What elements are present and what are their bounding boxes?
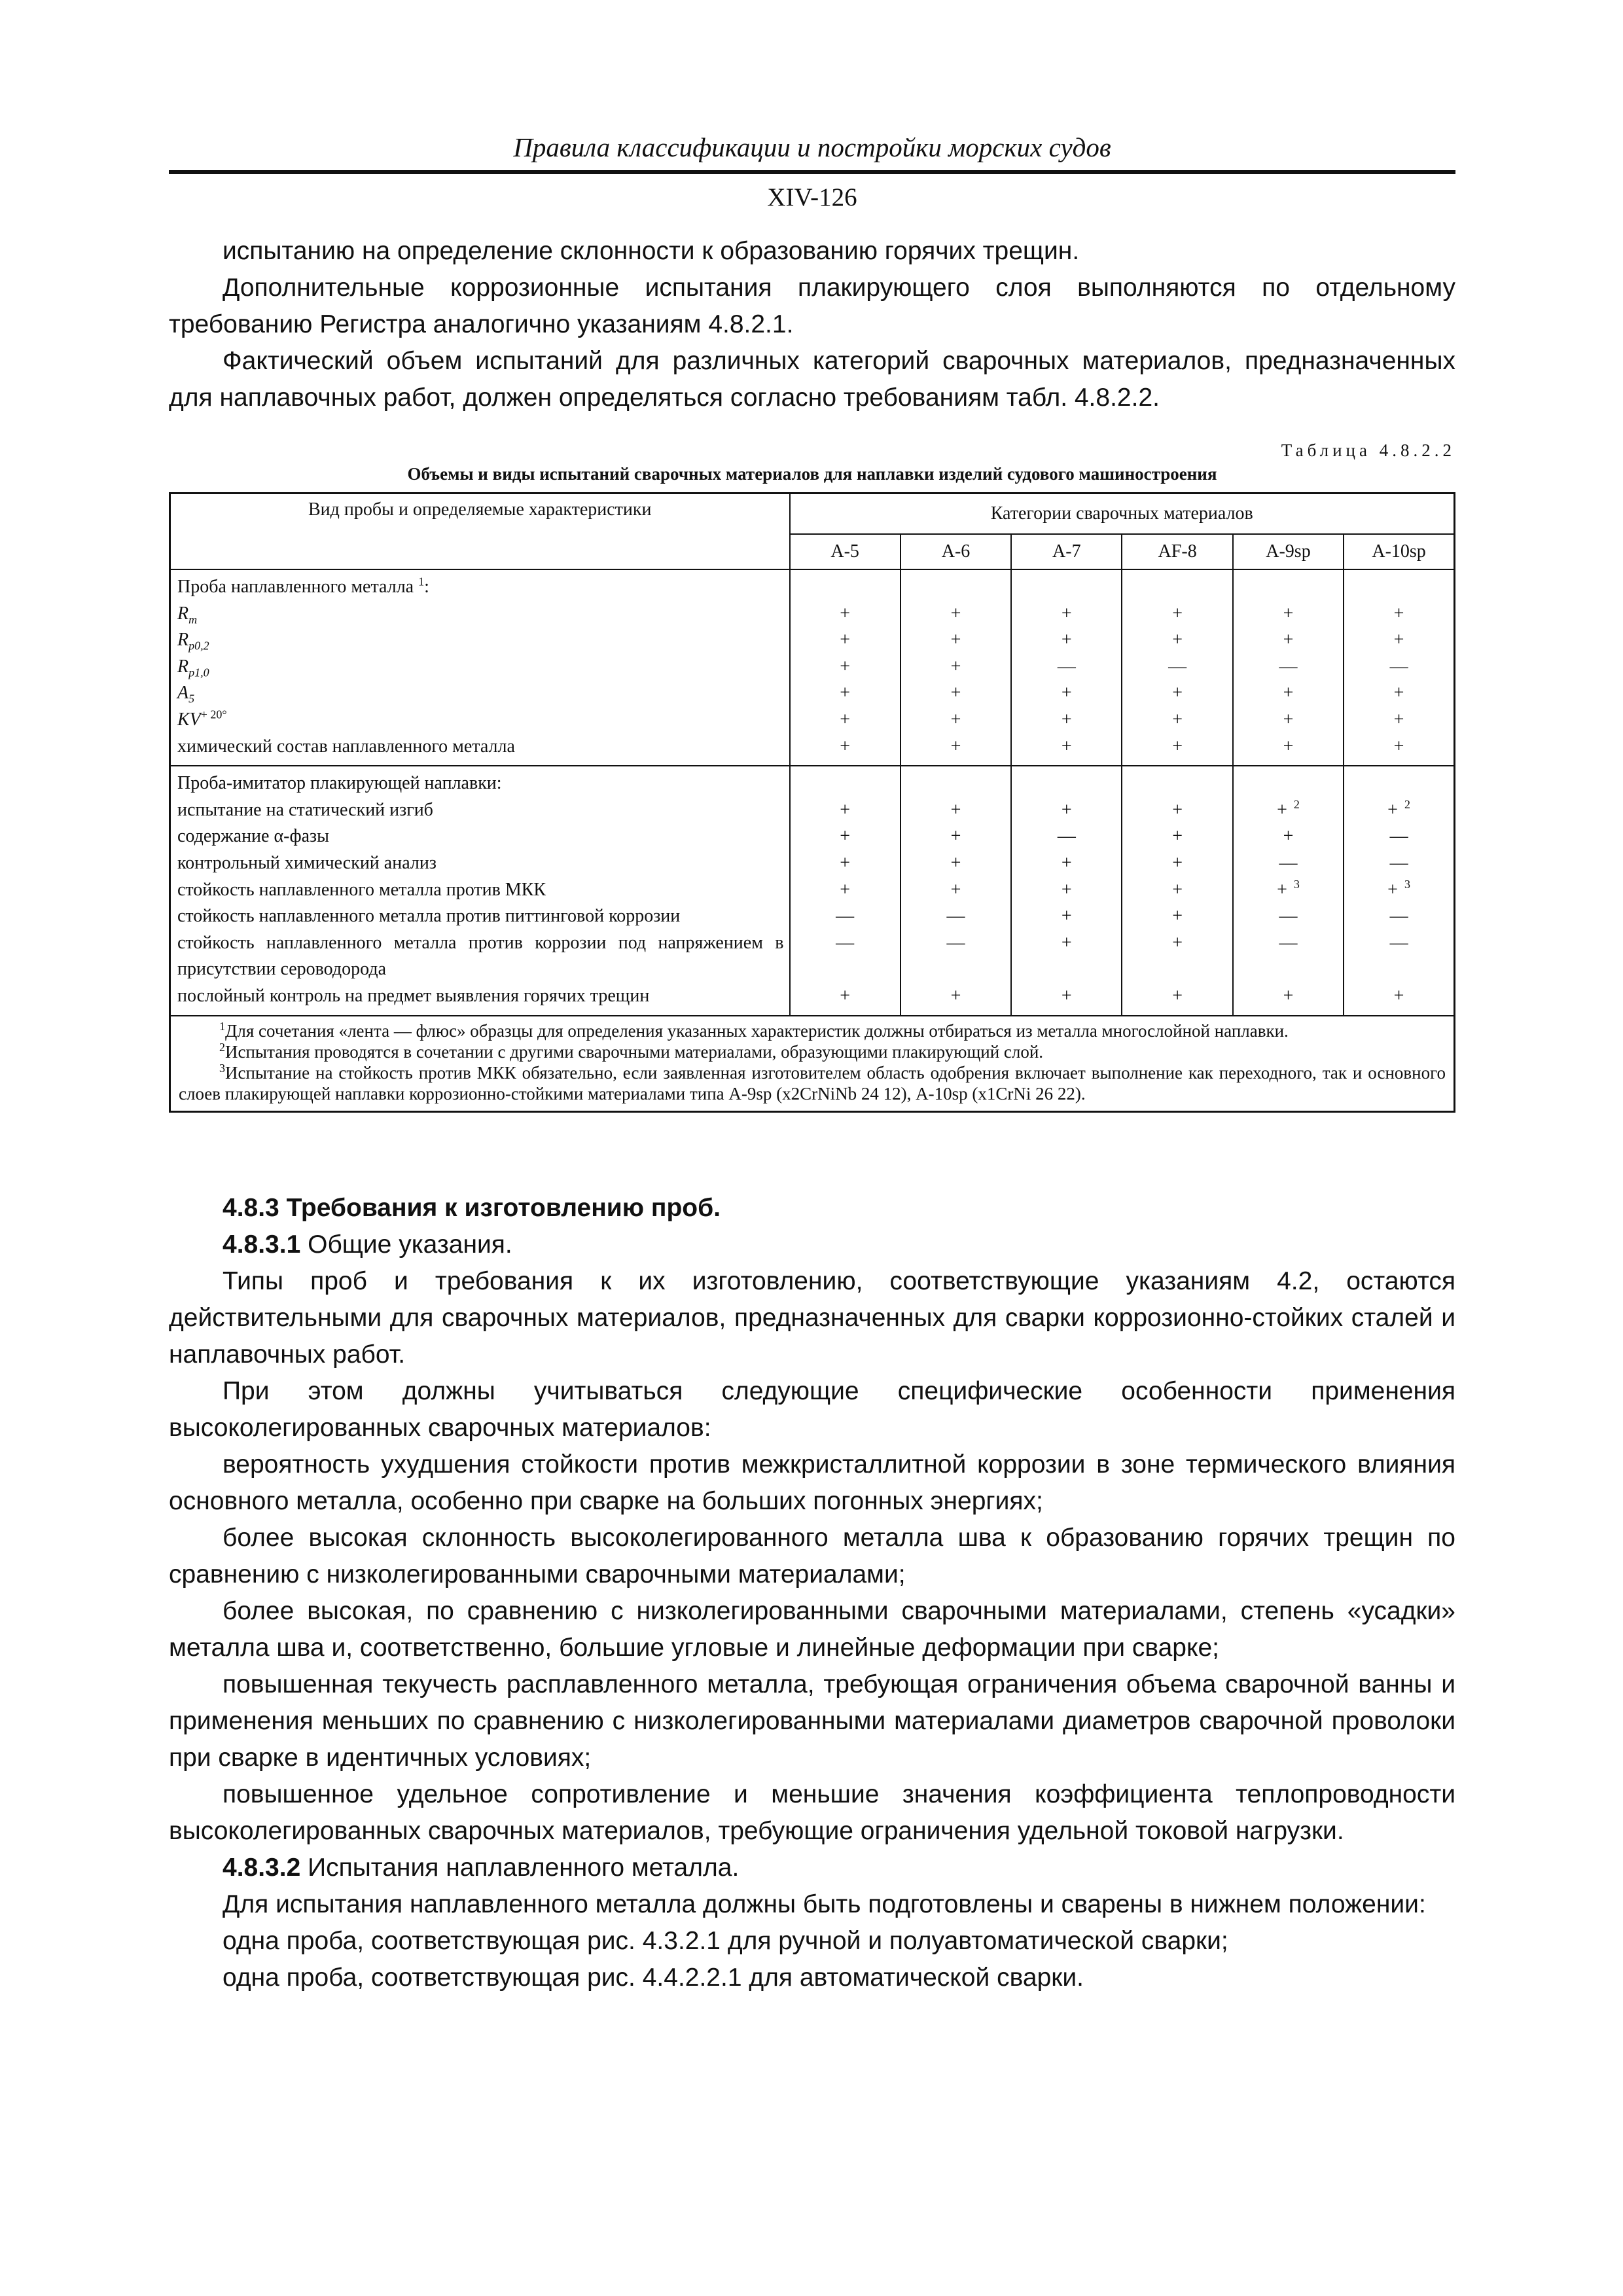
value-cell: +	[1283, 985, 1294, 1006]
subsection-heading: 4.8.3.2 Испытания наплавленного металла.	[223, 1853, 740, 1882]
value-cell: +	[1061, 852, 1072, 873]
value-cell: —	[836, 906, 855, 927]
values-col	[1344, 766, 1454, 1015]
value-cell: +	[1283, 630, 1294, 651]
value-cell: + $^3$	[1387, 878, 1410, 900]
value-cell: +	[1283, 603, 1294, 624]
value-cell: + $^2$	[1387, 798, 1410, 820]
values-col	[901, 569, 1011, 766]
value-cell: +	[1393, 683, 1404, 704]
value-cell: +	[950, 630, 961, 651]
running-header-title: Правила классификации и постройки морских судов	[513, 132, 1111, 162]
footnote: $^1$Для сочетания «лента — флюс» образцы для определения указанных характеристик должны отбираться из металла многослойной наплавки.	[219, 1019, 1289, 1041]
intro-block	[169, 233, 1455, 416]
category-header: А-9sp	[1233, 534, 1344, 569]
value-cell: +	[1061, 799, 1072, 820]
value-cell: +	[1393, 603, 1404, 624]
value-cell: +	[1061, 985, 1072, 1006]
value-cell: +	[1172, 736, 1183, 757]
value-cell: +	[950, 799, 961, 820]
value-cell: —	[946, 906, 965, 927]
value-cell: +	[1393, 985, 1404, 1006]
value-cell: +	[1172, 799, 1183, 820]
value-cell: —	[1279, 906, 1298, 927]
table-group-cladding	[170, 766, 1455, 1015]
values-col	[1122, 569, 1232, 766]
value-cell: +	[1393, 709, 1404, 730]
group-heading: Проба-имитатор плакирующей наплавки:	[177, 773, 502, 794]
category-header: AF-8	[1122, 534, 1232, 569]
value-cell: +	[1172, 852, 1183, 873]
header-characteristics: Вид пробы и определяемые характеристики	[170, 493, 790, 570]
value-cell: +	[1172, 826, 1183, 847]
list-item: повышенная текучесть расплавленного металла, требующая ограничения объема сварочной ванны и применения меньших по сравнению с низколегированными материалами диаметров сварочной проволоки при сварке в идентичных условиях;	[169, 1670, 1455, 1772]
row-label: стойкость наплавленного металла против питтинговой коррозии	[177, 906, 681, 927]
value-cell: +	[950, 879, 961, 900]
value-cell: +	[1172, 709, 1183, 730]
value-cell: +	[1172, 630, 1183, 651]
header-categories: Категории сварочных материалов	[790, 493, 1455, 535]
value-cell: +	[840, 709, 851, 730]
footnotes-cell	[170, 1016, 1455, 1112]
group-heading: Проба наплавленного металла $^1$:	[177, 575, 429, 597]
value-cell: +	[1283, 683, 1294, 704]
value-cell: +	[1283, 826, 1294, 847]
row-label: послойный контроль на предмет выявления горячих трещин	[177, 985, 650, 1006]
value-cell: +	[1172, 603, 1183, 624]
value-cell: +	[1061, 603, 1072, 624]
value-cell: +	[1393, 736, 1404, 757]
intro-paragraph: Фактический объем испытаний для различных категорий сварочных материалов, предназначенных для наплавочных работ, должен определяться согласно требованиям табл. 4.8.2.2.	[169, 347, 1455, 412]
table-group-deposited-metal	[170, 569, 1455, 766]
list-item: повышенное удельное сопротивление и меньшие значения коэффициента теплопроводности высоколегированных сварочных материалов, требующие ограничения удельной токовой нагрузки.	[169, 1780, 1455, 1845]
row-label: $R_{p1,0}$	[177, 656, 209, 679]
list-item: более высокая, по сравнению с низколегированными сварочными материалами, степень «усадки» металла шва и, соответственно, большие угловые и линейные деформации при сварке;	[169, 1596, 1455, 1662]
table-title: Объемы и виды испытаний сварочных материалов для наплавки изделий судового машиностроения	[407, 464, 1217, 484]
value-cell: +	[950, 656, 961, 677]
row-label: стойкость наплавленного металла против МКК	[177, 879, 546, 900]
value-spacer	[902, 574, 1010, 601]
value-cell: —	[1168, 656, 1187, 677]
category-header: А-7	[1011, 534, 1122, 569]
section-4-8-3	[169, 1190, 1455, 1996]
value-cell: +	[1061, 630, 1072, 651]
value-cell: —	[1279, 932, 1298, 953]
value-cell: —	[1389, 826, 1408, 847]
list-item: вероятность ухудшения стойкости против межкристаллитной коррозии в зоне термического влияния основного металла, особенно при сварке на больших погонных энергиях;	[169, 1450, 1455, 1515]
value-cell: +	[1172, 985, 1183, 1006]
value-spacer	[902, 770, 1010, 797]
row-label: стойкость наплавленного металла против коррозии под напряжением в присутствии сероводорода	[177, 932, 784, 980]
list-item: одна проба, соответствующая рис. 4.3.2.1 для ручной и полуавтоматической сварки;	[223, 1926, 1228, 1955]
values-col	[1011, 766, 1122, 1015]
values-col	[790, 569, 901, 766]
list-item: более высокая склонность высоколегированного металла шва к образованию горячих трещин по сравнению с низколегированными сварочными материалами;	[169, 1523, 1455, 1588]
value-cell: + $^3$	[1277, 878, 1300, 900]
value-cell: +	[1061, 736, 1072, 757]
value-spacer	[791, 770, 899, 797]
row-label: $KV^{+ 20^\circ}$	[177, 708, 227, 730]
header-rule	[169, 170, 1455, 174]
value-cell: +	[840, 985, 851, 1006]
value-cell: —	[1389, 656, 1408, 677]
values-col	[1344, 569, 1454, 766]
value-cell: —	[1057, 656, 1076, 677]
value-spacer	[1123, 770, 1231, 797]
value-cell: —	[1279, 852, 1298, 873]
tests-table	[169, 492, 1455, 1113]
value-spacer	[1345, 770, 1453, 797]
section-paragraph: Для испытания наплавленного металла должны быть подготовлены и сварены в нижнем положении:	[223, 1890, 1426, 1918]
values-col	[790, 766, 901, 1015]
value-cell: —	[946, 932, 965, 953]
section-heading: 4.8.3 Требования к изготовлению проб.	[223, 1193, 721, 1222]
list-item: одна проба, соответствующая рис. 4.4.2.2.1 для автоматической сварки.	[223, 1963, 1084, 1992]
value-cell: +	[840, 852, 851, 873]
value-cell: +	[1061, 879, 1072, 900]
group1-labels	[170, 569, 790, 766]
footnote: $^3$Испытание на стойкость против МКК обязательно, если заявленная изготовителем область одобрения включает выполнение как переходного, так и основного слоев плакирующей наплавки коррозионно-стойкими материалами типа А-9sp (x2CrNiNb 24 12), А-10sp (x1CrNi 26 22).	[179, 1061, 1446, 1103]
subsection-heading: 4.8.3.1 Общие указания.	[223, 1230, 512, 1259]
value-cell: +	[950, 709, 961, 730]
value-cell: +	[1061, 932, 1072, 953]
value-cell: +	[840, 736, 851, 757]
value-cell: —	[1279, 656, 1298, 677]
value-cell: +	[840, 683, 851, 704]
value-cell: +	[840, 826, 851, 847]
values-col	[901, 766, 1011, 1015]
row-label: контрольный химический анализ	[177, 852, 437, 873]
intro-paragraph: Дополнительные коррозионные испытания плакирующего слоя выполняются по отдельному требованию Регистра аналогично указаниям 4.8.2.1.	[169, 274, 1455, 338]
value-cell: +	[840, 799, 851, 820]
category-header: А-5	[790, 534, 901, 569]
values-col	[1122, 766, 1232, 1015]
value-cell: +	[1393, 630, 1404, 651]
value-cell: +	[840, 603, 851, 624]
value-spacer	[791, 574, 899, 601]
row-label: содержание α-фазы	[177, 826, 329, 847]
section-paragraph: При этом должны учитываться следующие специфические особенности применения высоколегированных сварочных материалов:	[169, 1376, 1455, 1442]
value-cell: +	[1172, 932, 1183, 953]
row-label: химический состав наплавленного металла	[177, 736, 515, 757]
page-number: XIV-126	[767, 183, 857, 211]
value-cell: —	[836, 932, 855, 953]
value-spacer	[1012, 770, 1120, 797]
footnote: $^2$Испытания проводятся в сочетании с другими сварочными материалами, образующими плакирующий слой.	[219, 1040, 1044, 1062]
value-cell: +	[1172, 879, 1183, 900]
value-cell: +	[950, 736, 961, 757]
value-cell: +	[950, 985, 961, 1006]
value-spacer	[1234, 574, 1342, 601]
value-cell: +	[1061, 683, 1072, 704]
value-cell: —	[1389, 852, 1408, 873]
value-cell: +	[1283, 736, 1294, 757]
value-cell: +	[840, 879, 851, 900]
value-cell: +	[1061, 709, 1072, 730]
value-cell: +	[1061, 906, 1072, 927]
value-cell: +	[1283, 709, 1294, 730]
value-spacer	[1234, 770, 1342, 797]
value-cell: +	[950, 852, 961, 873]
value-cell: +	[950, 826, 961, 847]
value-cell: —	[1057, 826, 1076, 847]
values-col	[1233, 766, 1344, 1015]
category-header: А-10sp	[1344, 534, 1454, 569]
value-cell: +	[1172, 906, 1183, 927]
value-cell: + $^2$	[1277, 798, 1300, 820]
value-cell: +	[950, 683, 961, 704]
document-page	[169, 131, 1455, 1996]
value-cell: —	[1389, 932, 1408, 953]
value-cell: +	[1172, 683, 1183, 704]
value-spacer	[1345, 574, 1453, 601]
value-spacer	[1123, 574, 1231, 601]
row-label: испытание на статический изгиб	[177, 799, 433, 820]
table-footnotes	[170, 1016, 1455, 1112]
row-label: $A_5$	[177, 683, 195, 706]
value-cell: +	[950, 603, 961, 624]
value-cell: +	[840, 630, 851, 651]
category-header: А-6	[901, 534, 1011, 569]
value-cell: +	[840, 656, 851, 677]
row-label: $R_{p0,2}$	[177, 630, 209, 653]
intro-paragraph: испытанию на определение склонности к образованию горячих трещин.	[223, 237, 1080, 265]
section-paragraph: Типы проб и требования к их изготовлению, соответствующие указаниям 4.2, остаются действительными для сварочных материалов, предназначенных для сварки коррозионно-стойких сталей и наплавочных работ.	[169, 1266, 1455, 1369]
table-label: Таблица 4.8.2.2	[1281, 440, 1455, 460]
group2-labels	[170, 766, 790, 1015]
values-col	[1233, 569, 1344, 766]
value-cell: —	[1389, 906, 1408, 927]
value-spacer	[1012, 574, 1120, 601]
row-label: $R_m$	[177, 603, 198, 626]
values-col	[1011, 569, 1122, 766]
